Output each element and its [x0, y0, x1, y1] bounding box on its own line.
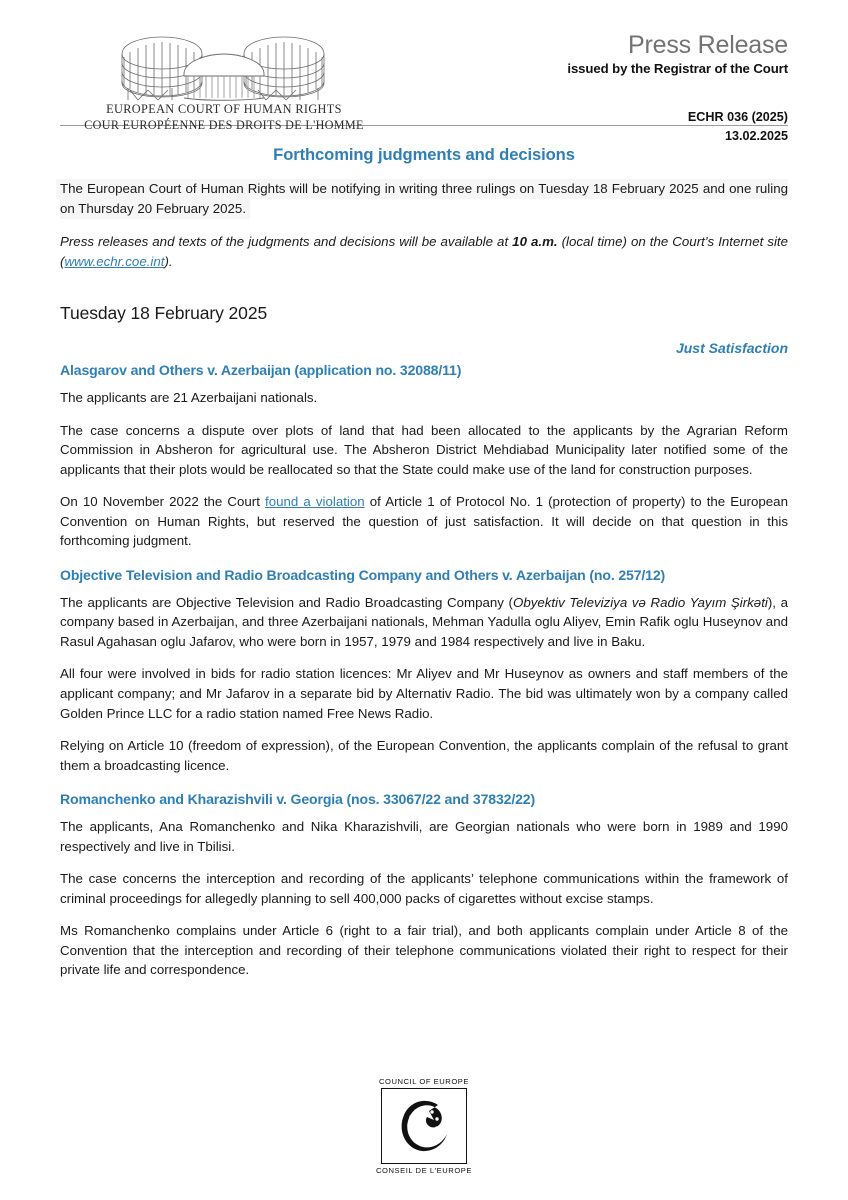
- coe-caption-english: COUNCIL OF EUROPE: [378, 1077, 470, 1086]
- case-heading-objective-tv[interactable]: Objective Television and Radio Broadcasting Company and Others v. Azerbaijan (no. 257/12): [60, 566, 666, 583]
- availability-note: [60, 232, 788, 271]
- case-paragraph: All four were involved in bids for radio station licences: Mr Aliyev and Mr Huseynov as owners and staff members of the applicant company; and Mr Jafarov in a separate bid by Alternativ Radio. The bid was ultimately won by a company called Golden Prince LLC for a radio station named Free News Radio.: [60, 666, 788, 721]
- case-paragraph: The case concerns the interception and recording of the applicants’ telephone communications within the framework of criminal proceedings for allegedly planning to sell 400,000 packs of cigarettes without excise stamps.: [60, 871, 788, 906]
- document-header: [60, 0, 788, 143]
- section-date-heading: Tuesday 18 February 2025: [60, 303, 268, 324]
- case-block-objective-tv: [60, 567, 788, 775]
- company-native-name: Obyektiv Televiziya və Radio Yayım Şirkəti: [512, 594, 768, 610]
- case-paragraph: Relying on Article 10 (freedom of expression), of the European Convention, the applicants complain of the refusal to grant them a broadcasting licence.: [60, 738, 788, 773]
- case-paragraph-with-native-name: [60, 593, 788, 652]
- echr-branding: [60, 30, 374, 133]
- linked-paragraph-after: of Article 1 of Protocol No. 1 (protection of property) to the European Convention on Human Rights, but reserved the question of just satisfaction. It will decide on that question in this forthcoming judgment.: [60, 494, 788, 549]
- echr-number: ECHR 036 (2025): [687, 110, 788, 125]
- case-block-romanchenko: [60, 791, 788, 980]
- brand-name-french: COUR EUROPÉENNE DES DROITS DE L'HOMME: [84, 117, 364, 132]
- case-paragraph: The applicants, Ana Romanchenko and Nika Kharazishvili, are Georgian nationals who were born in 1989 and 1990 respectively and live in Tbilisi.: [60, 819, 788, 854]
- header-meta: [374, 30, 788, 145]
- echr-website-link[interactable]: www.echr.coe.int: [64, 253, 165, 269]
- document-footer: [0, 1077, 848, 1178]
- availability-text-middle: (local time) on the Court’s Internet site (: [60, 234, 788, 269]
- intro-paragraph: [60, 179, 788, 218]
- echr-building-logo-icon: [108, 30, 340, 102]
- found-a-violation-link[interactable]: found a violation: [265, 494, 365, 510]
- coe-swirl-stars-icon: [382, 1089, 466, 1163]
- availability-time: 10 a.m.: [512, 234, 558, 250]
- case-heading-romanchenko[interactable]: Romanchenko and Kharazishvili v. Georgia (nos. 33067/22 and 37832/22): [60, 791, 536, 808]
- availability-text-before: Press releases and texts of the judgments and decisions will be available at: [60, 234, 513, 250]
- just-satisfaction-tag: Just Satisfaction: [675, 340, 788, 357]
- coe-caption-french: CONSEIL DE L'EUROPE: [375, 1166, 473, 1175]
- availability-text-after: ).: [164, 253, 173, 269]
- case-paragraph: The applicants are 21 Azerbaijani nationals.: [60, 390, 318, 406]
- coe-emblem-box: [381, 1088, 467, 1164]
- case-block-alasgarov: [60, 362, 788, 551]
- publication-date: 13.02.2025: [724, 128, 788, 143]
- brand-name-english: EUROPEAN COURT OF HUMAN RIGHTS: [106, 102, 342, 116]
- native-paragraph-before: The applicants are Objective Television and Radio Broadcasting Company (: [60, 594, 513, 610]
- page-title: Forthcoming judgments and decisions: [273, 145, 575, 164]
- case-paragraph: Ms Romanchenko complains under Article 6 (right to a fair trial), and both applicants complain under Article 8 of the Convention that the interception and recording of their telephone communications violated their right to respect for their private life and correspondence.: [60, 923, 788, 978]
- intro-highlight-text: The European Court of Human Rights will be notifying in writing three rulings on Tuesday 18 February 2025 and one ruling on Thursday 20 February 2025.: [56, 179, 788, 219]
- case-heading-alasgarov[interactable]: Alasgarov and Others v. Azerbaijan (application no. 32088/11): [60, 362, 462, 379]
- case-paragraph: The case concerns a dispute over plots of land that had been allocated to the applicants by the Agrarian Reform Commission in Absheron for agricultural use. The Absheron District Mehdiabad Municipality later notified some of the applicants that their plots would be reallocated so that the State could make use of the land for construction purposes.: [60, 422, 788, 477]
- case-paragraph-with-link: [60, 492, 788, 551]
- issued-by-label: issued by the Registrar of the Court: [567, 61, 788, 77]
- linked-paragraph-before: On 10 November 2022 the Court: [60, 494, 266, 510]
- press-release-label: Press Release: [628, 31, 788, 59]
- native-paragraph-after: ), a company based in Azerbaijan, and three Azerbaijani nationals, Mehman Yadulla oglu Aliyev, Emin Rafik oglu Huseynov and Rasul Agahasan oglu Jafarov, who were born in 1957, 1979 and 1984 respectively and live in Baku.: [60, 594, 788, 649]
- document-reference: [374, 108, 788, 145]
- council-of-europe-logo: [376, 1077, 472, 1175]
